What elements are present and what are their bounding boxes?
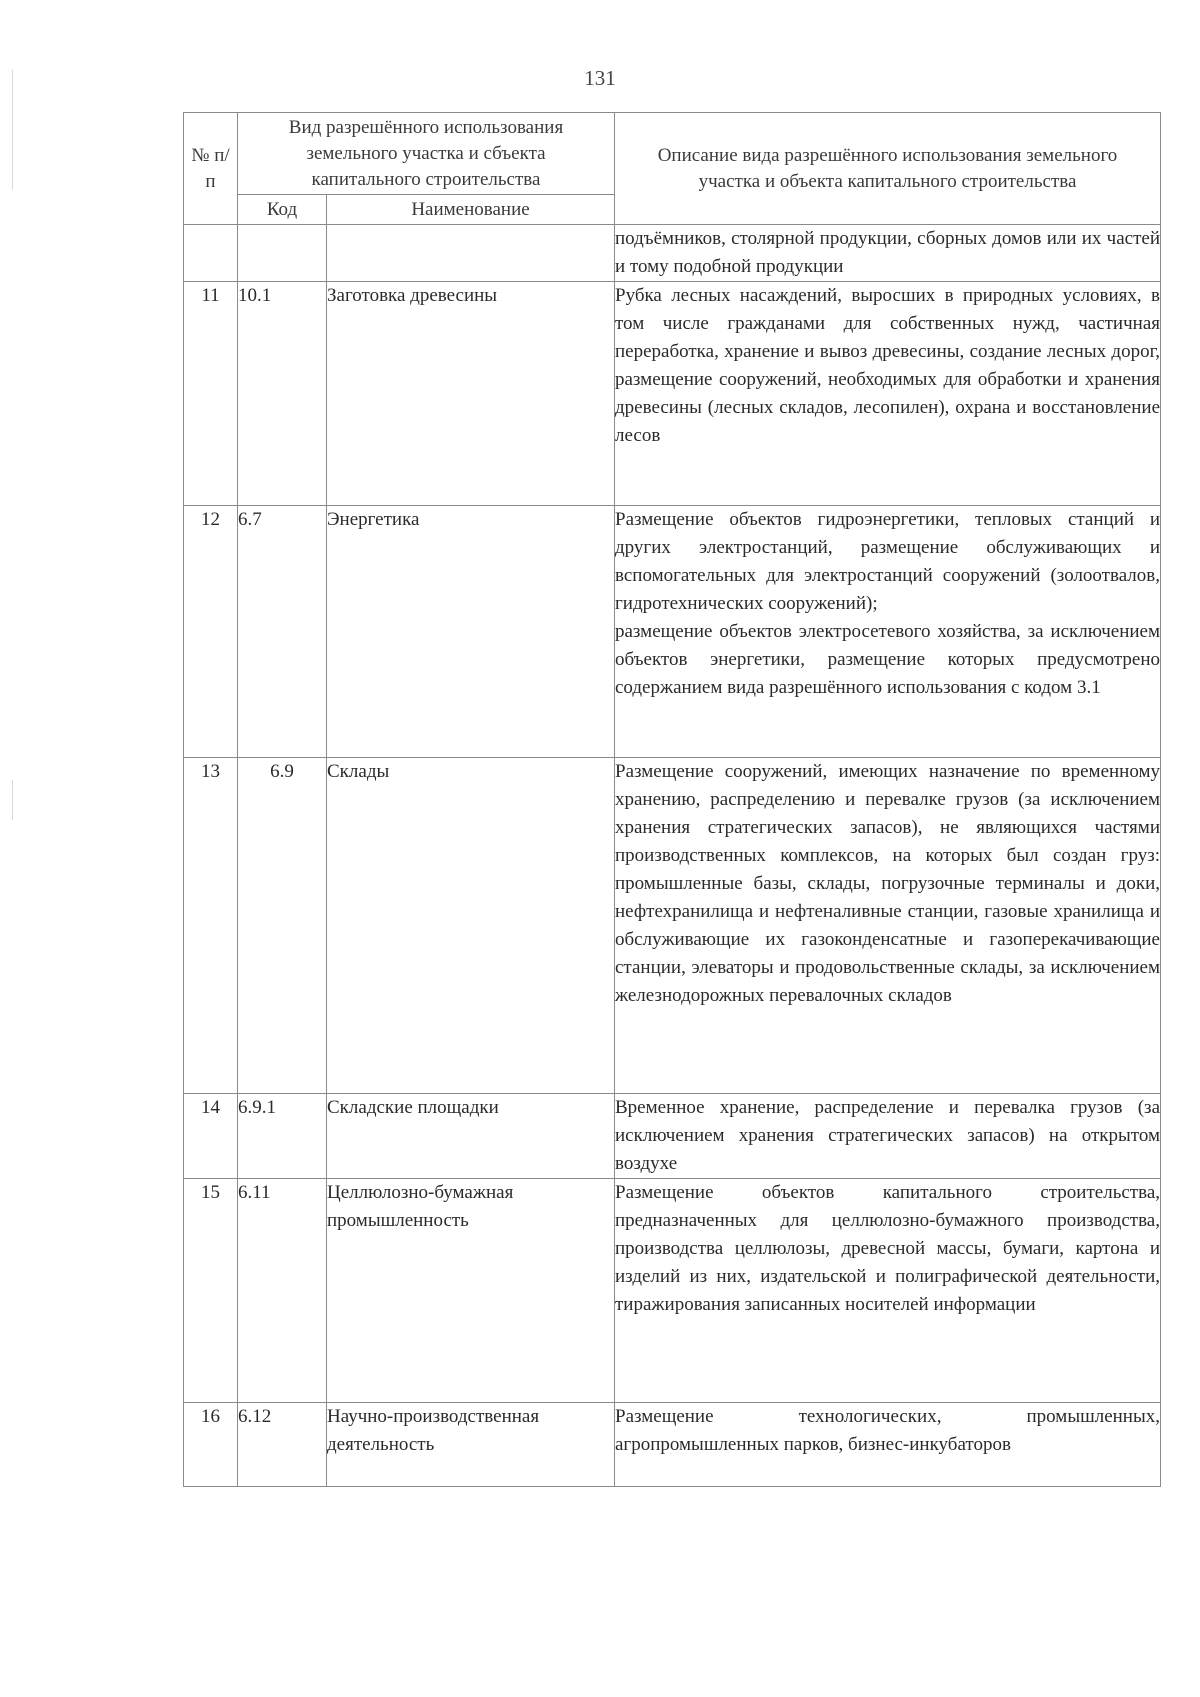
row-name: Научно-производственная деятельность bbox=[327, 1403, 615, 1487]
row-description bbox=[615, 1179, 1161, 1403]
description-paragraph: размещение объектов электросетевого хозяйства, за исключением объектов энергетики, размещение которых предусмотрено содержанием вида разрешённого использования с кодом 3.1 bbox=[615, 621, 1160, 698]
row-description bbox=[615, 1403, 1161, 1487]
row-number: 16 bbox=[184, 1403, 238, 1487]
row-number: 11 bbox=[184, 282, 238, 506]
description-paragraph: Размещение технологических, промышленных, агропромышленных парков, бизнес-инкубаторов bbox=[615, 1406, 1160, 1455]
row-name: Энергетика bbox=[327, 506, 615, 758]
row-number: 14 bbox=[184, 1094, 238, 1179]
table-row bbox=[184, 1403, 1161, 1487]
row-description bbox=[615, 282, 1161, 506]
row-name: Заготовка древесины bbox=[327, 282, 615, 506]
table-header bbox=[184, 113, 1161, 225]
description-paragraph: подъёмников, столярной продукции, сборных домов или их частей и тому подобной продукции bbox=[615, 228, 1160, 277]
row-code: 6.9 bbox=[238, 758, 327, 1094]
row-code: 6.7 bbox=[238, 506, 327, 758]
row-number: 15 bbox=[184, 1179, 238, 1403]
row-description bbox=[615, 225, 1161, 282]
row-code: 10.1 bbox=[238, 282, 327, 506]
row-number: 12 bbox=[184, 506, 238, 758]
description-paragraph: Временное хранение, распределение и перевалка грузов (за исключением хранения стратегических запасов) на открытом воздухе bbox=[615, 1097, 1160, 1174]
table-row bbox=[184, 758, 1161, 1094]
table-row bbox=[184, 282, 1161, 506]
row-number: 13 bbox=[184, 758, 238, 1094]
row-code bbox=[238, 225, 327, 282]
row-name: Складские площадки bbox=[327, 1094, 615, 1179]
row-name: Целлюлозно-бумажная промышленность bbox=[327, 1179, 615, 1403]
row-code: 6.9.1 bbox=[238, 1094, 327, 1179]
row-code: 6.11 bbox=[238, 1179, 327, 1403]
row-name: Склады bbox=[327, 758, 615, 1094]
table-row bbox=[184, 506, 1161, 758]
header-num: № п/п bbox=[184, 113, 238, 225]
description-paragraph: Размещение объектов капитального строительства, предназначенных для целлюлозно-бумажного производства, производства целлюлозы, древесной массы, бумаги, картона и изделий из них, издательской и полиграфической деятельности, тиражирования записанных носителей информации bbox=[615, 1182, 1160, 1315]
permitted-use-table bbox=[183, 112, 1161, 1487]
header-use-type: Вид разрешённого использования земельного участка и сбъекта капитального строительства bbox=[238, 113, 615, 195]
header-description: Описание вида разрешённого использования земельного участка и объекта капитального строительства bbox=[615, 113, 1161, 225]
row-number bbox=[184, 225, 238, 282]
description-paragraph: Размещение сооружений, имеющих назначение по временному хранению, распределению и перевалке грузов (за исключением хранения стратегических запасов), не являющихся частями производственных комплексов, на которых был создан груз: промышленные базы, склады, погрузочные терминалы и доки, нефтехранилища и нефтеналивные станции, газовые хранилища и обслуживающие их газоконденсатные и газоперекачивающие станции, элеваторы и продовольственные склады, за исключением железнодорожных перевалочных складов bbox=[615, 761, 1160, 1006]
row-code: 6.12 bbox=[238, 1403, 327, 1487]
table-row bbox=[184, 225, 1161, 282]
header-code: Код bbox=[238, 195, 327, 225]
row-description bbox=[615, 1094, 1161, 1179]
row-description bbox=[615, 758, 1161, 1094]
row-name bbox=[327, 225, 615, 282]
description-paragraph: Рубка лесных насаждений, выросших в природных условиях, в том числе гражданами для собственных нужд, частичная переработка, хранение и вывоз древесины, создание лесных дорог, размещение сооружений, необходимых для обработки и хранения древесины (лесных складов, лесопилен), охрана и восстановление лесов bbox=[615, 285, 1160, 446]
table-row bbox=[184, 1094, 1161, 1179]
table-row bbox=[184, 1179, 1161, 1403]
row-description bbox=[615, 506, 1161, 758]
header-name: Наименование bbox=[327, 195, 615, 225]
table-body bbox=[184, 225, 1161, 1487]
scan-edge-mark bbox=[12, 780, 13, 820]
description-paragraph: Размещение объектов гидроэнергетики, тепловых станций и других электростанций, размещение обслуживающих и вспомогательных для электростанций сооружений (золоотвалов, гидротехнических сооружений); bbox=[615, 509, 1160, 614]
page-number: 131 bbox=[584, 66, 616, 90]
